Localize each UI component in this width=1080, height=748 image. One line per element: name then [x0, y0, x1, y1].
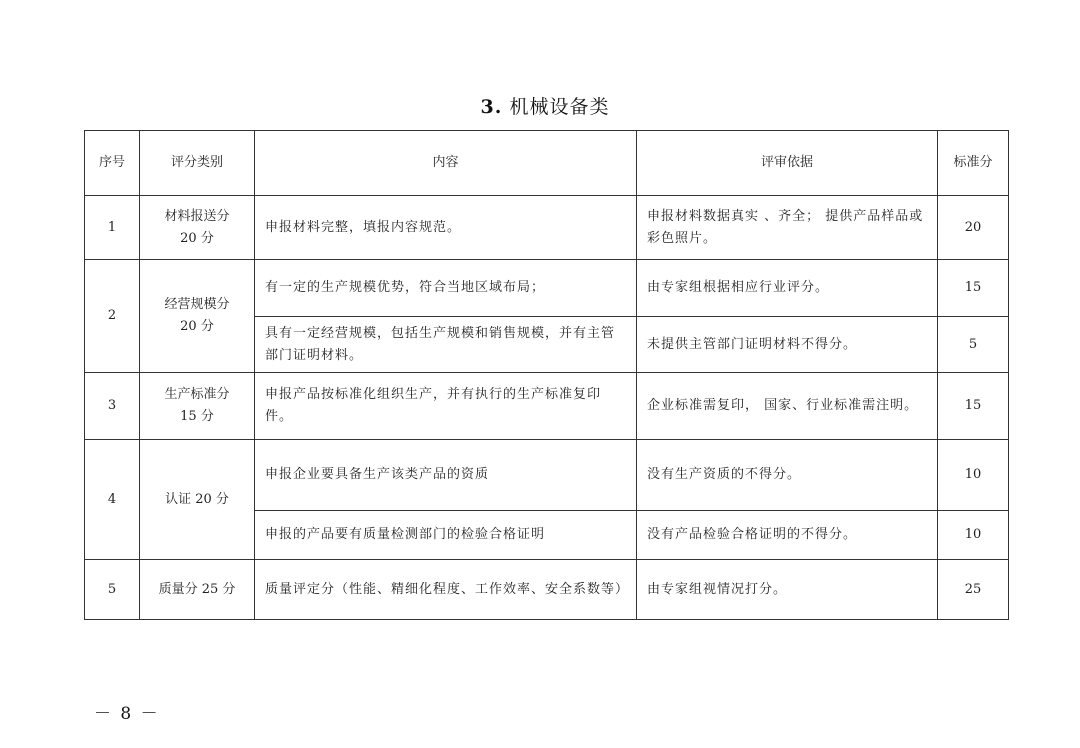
table-row	[85, 196, 1009, 260]
row-score: 20	[938, 196, 1009, 260]
row-basis: 没有生产资质的不得分。	[637, 440, 938, 511]
header-category: 评分类别	[140, 131, 255, 196]
category-line: 材料报送分	[164, 208, 230, 224]
row-basis: 申报材料数据真实 、齐全； 提供产品样品或彩色照片。	[637, 196, 938, 260]
row-no: 5	[85, 560, 140, 620]
table-header-row	[85, 131, 1009, 196]
row-content: 有一定的生产规模优势，符合当地区域布局；	[255, 260, 637, 317]
row-content: 申报的产品要有质量检测部门的检验合格证明	[255, 511, 637, 560]
row-content: 申报材料完整，填报内容规范。	[255, 196, 637, 260]
row-no: 4	[85, 440, 140, 560]
row-basis: 由专家组根据相应行业评分。	[637, 260, 938, 317]
category-line: 经营规模分	[164, 297, 230, 312]
category-line: 生产标准分	[164, 387, 230, 402]
row-basis: 没有产品检验合格证明的不得分。	[637, 511, 938, 560]
row-no: 2	[85, 260, 140, 373]
category-line: 20 分	[180, 319, 214, 334]
row-category	[140, 196, 255, 260]
header-score: 标准分	[938, 131, 1009, 196]
category-line: 认证 20 分	[165, 491, 229, 507]
row-content: 质量评定分（性能、精细化程度、工作效率、安全系数等）	[255, 560, 637, 620]
row-content: 申报企业要具备生产该类产品的资质	[255, 440, 637, 511]
row-category	[140, 560, 255, 620]
scoring-table	[84, 130, 1009, 620]
category-line: 15 分	[180, 409, 214, 424]
row-no: 1	[85, 196, 140, 260]
table-row	[85, 373, 1009, 440]
row-score: 10	[938, 511, 1009, 560]
header-basis: 评审依据	[637, 131, 938, 196]
table-row	[85, 260, 1009, 317]
row-content: 具有一定经营规模，包括生产规模和销售规模，并有主管部门证明材料。	[255, 317, 637, 373]
page-title	[0, 92, 1080, 119]
row-no: 3	[85, 373, 140, 440]
row-score: 5	[938, 317, 1009, 373]
row-basis: 由专家组视情况打分。	[637, 560, 938, 620]
row-score: 10	[938, 440, 1009, 511]
row-score: 25	[938, 560, 1009, 620]
category-line: 质量分 25 分	[158, 581, 236, 597]
table-row	[85, 440, 1009, 511]
header-content: 内容	[255, 131, 637, 196]
row-score: 15	[938, 373, 1009, 440]
category-line: 20 分	[180, 230, 214, 246]
row-category	[140, 260, 255, 373]
title-number: 3.	[480, 96, 503, 118]
row-category	[140, 373, 255, 440]
header-no: 序号	[85, 131, 140, 196]
row-score: 15	[938, 260, 1009, 317]
row-category	[140, 440, 255, 560]
row-content: 申报产品按标准化组织生产，并有执行的生产标准复印件。	[255, 373, 637, 440]
row-basis: 未提供主管部门证明材料不得分。	[637, 317, 938, 373]
table-row	[85, 560, 1009, 620]
title-text: 机械设备类	[509, 96, 610, 118]
row-basis: 企业标准需复印， 国家、行业标准需注明。	[637, 373, 938, 440]
page-number: － 8 －	[94, 704, 160, 724]
